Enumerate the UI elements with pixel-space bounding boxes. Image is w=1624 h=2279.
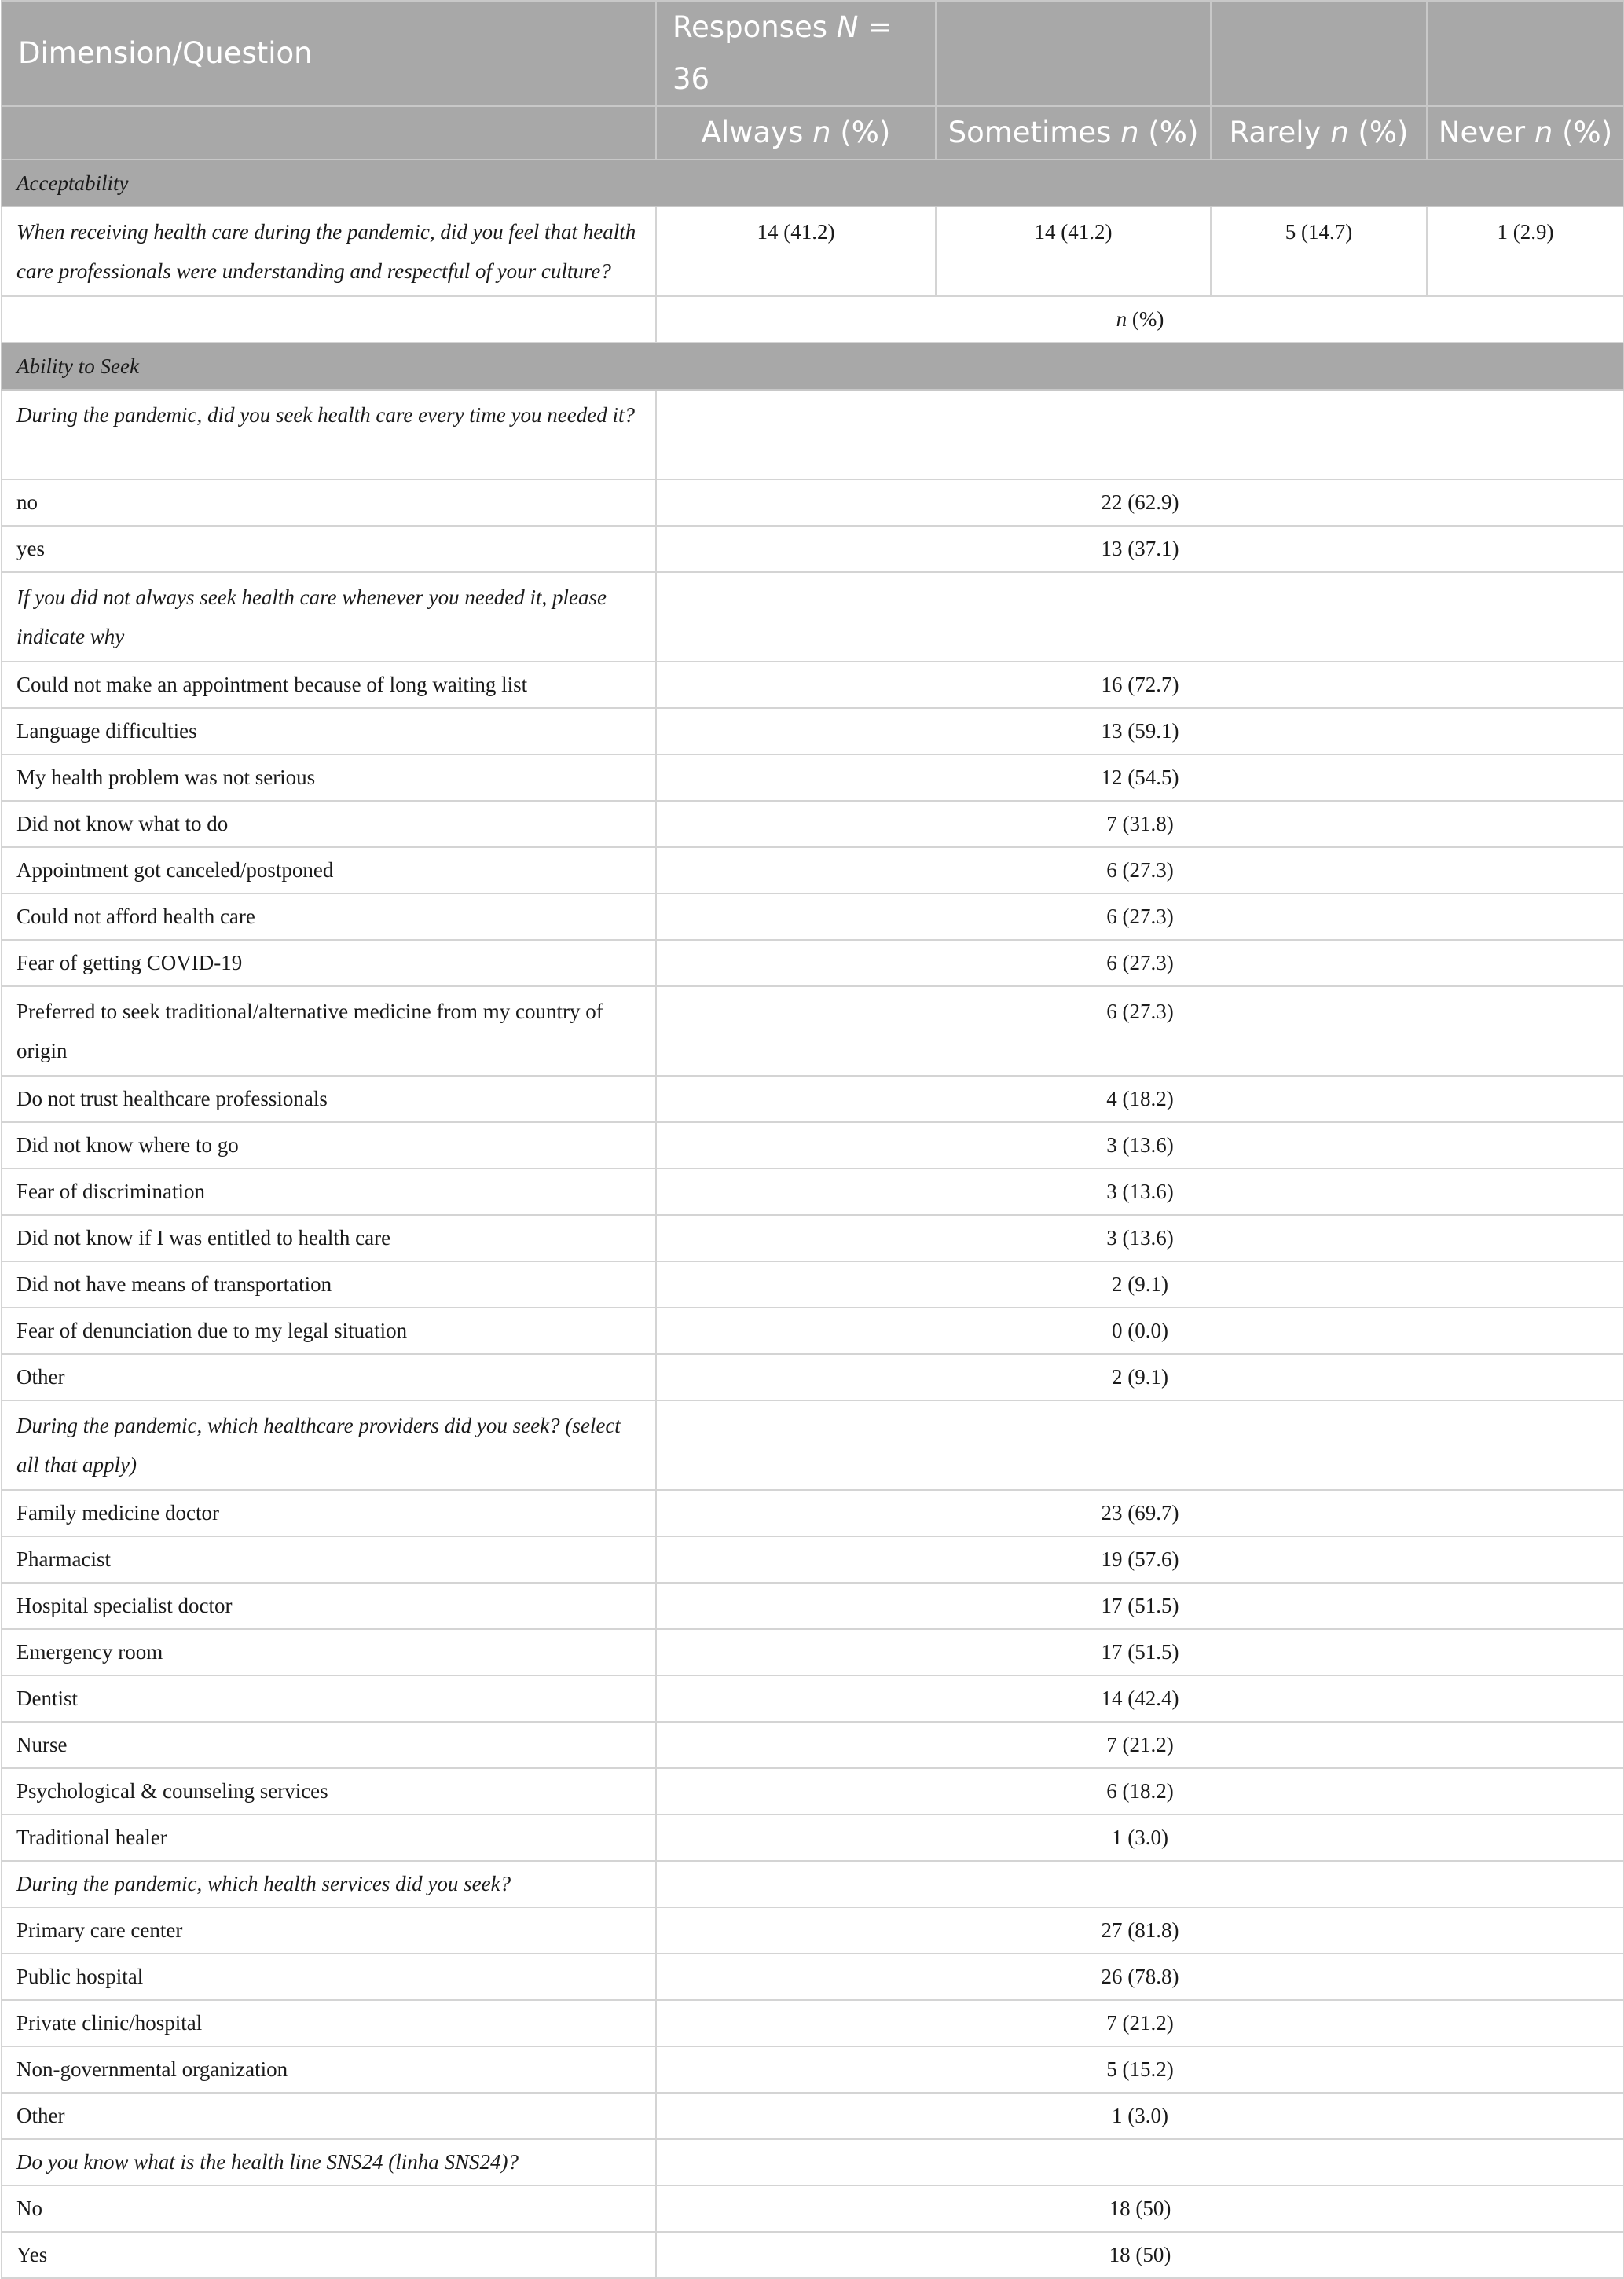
table-row	[2, 1169, 1624, 1215]
table-row	[2, 1768, 1624, 1815]
row-label: Pharmacist	[2, 1536, 656, 1583]
row-value: 1 (3.0)	[656, 1815, 1624, 1861]
row-value: 6 (27.3)	[656, 847, 1624, 894]
question-label: When receiving health care during the pandemic, did you feel that health care professionals were understanding and respectful of your culture?	[2, 207, 656, 296]
question-label: During the pandemic, which healthcare providers did you seek? (select all that apply)	[2, 1400, 656, 1490]
table-row	[2, 1722, 1624, 1768]
row-label: Psychological & counseling services	[2, 1768, 656, 1815]
row-label: Primary care center	[2, 1907, 656, 1954]
row-value: 7 (31.8)	[656, 801, 1624, 847]
row-label: Did not know if I was entitled to health care	[2, 1215, 656, 1261]
row-value: 14 (42.4)	[656, 1675, 1624, 1722]
table-body	[2, 160, 1624, 2278]
row-label: yes	[2, 526, 656, 572]
table-row	[2, 1308, 1624, 1354]
question-row	[2, 1400, 1624, 1490]
question-row	[2, 2139, 1624, 2185]
row-value: 3 (13.6)	[656, 1215, 1624, 1261]
table-row	[2, 207, 1624, 296]
row-value: 18 (50)	[656, 2232, 1624, 2278]
row-label: No	[2, 2185, 656, 2232]
row-value: 18 (50)	[656, 2185, 1624, 2232]
table-row	[2, 1907, 1624, 1954]
table-row	[2, 1536, 1624, 1583]
row-label: My health problem was not serious	[2, 754, 656, 801]
row-value: 2 (9.1)	[656, 1354, 1624, 1400]
row-value: 3 (13.6)	[656, 1122, 1624, 1169]
row-label: Fear of denunciation due to my legal situation	[2, 1308, 656, 1354]
table-row	[2, 1629, 1624, 1675]
row-value: 12 (54.5)	[656, 754, 1624, 801]
table-row	[2, 1583, 1624, 1629]
n-percent-label: n (%)	[656, 296, 1624, 343]
row-value: 19 (57.6)	[656, 1536, 1624, 1583]
question-label: If you did not always seek health care whenever you needed it, please indicate why	[2, 572, 656, 662]
table-row	[2, 894, 1624, 940]
question-label: During the pandemic, did you seek health care every time you needed it?	[2, 390, 656, 479]
table-row	[2, 801, 1624, 847]
row-value: 4 (18.2)	[656, 1076, 1624, 1122]
row-value: 13 (37.1)	[656, 526, 1624, 572]
table-row	[2, 479, 1624, 526]
table-row	[2, 847, 1624, 894]
section-row-ability-to-seek	[2, 343, 1624, 390]
table-row	[2, 1675, 1624, 1722]
row-value: 1 (3.0)	[656, 2093, 1624, 2139]
cell-rarely: 5 (14.7)	[1211, 207, 1427, 296]
header-rarely: Rarely n (%)	[1211, 106, 1427, 160]
row-value: 7 (21.2)	[656, 2000, 1624, 2046]
table-row	[2, 2185, 1624, 2232]
section-row-acceptability	[2, 160, 1624, 207]
row-value: 6 (27.3)	[656, 940, 1624, 986]
row-label: no	[2, 479, 656, 526]
row-value: 6 (18.2)	[656, 1768, 1624, 1815]
row-value	[656, 390, 1624, 479]
table-row	[2, 662, 1624, 708]
table-row	[2, 754, 1624, 801]
cell-never: 1 (2.9)	[1427, 207, 1624, 296]
row-value: 6 (27.3)	[656, 894, 1624, 940]
row-label: Other	[2, 2093, 656, 2139]
table-row	[2, 1815, 1624, 1861]
table-row	[2, 2232, 1624, 2278]
question-label: Do you know what is the health line SNS24 (linha SNS24)?	[2, 2139, 656, 2185]
row-value	[656, 1400, 1624, 1490]
table-header	[2, 1, 1624, 160]
row-label: Emergency room	[2, 1629, 656, 1675]
header-sometimes: Sometimes n (%)	[936, 106, 1211, 160]
row-value: 5 (15.2)	[656, 2046, 1624, 2093]
row-label: Other	[2, 1354, 656, 1400]
row-value: 22 (62.9)	[656, 479, 1624, 526]
header-empty-3	[1427, 1, 1624, 106]
header-empty-1	[936, 1, 1211, 106]
row-value: 16 (72.7)	[656, 662, 1624, 708]
results-table	[1, 0, 1624, 2279]
row-value: 2 (9.1)	[656, 1261, 1624, 1308]
section-title: Acceptability	[2, 160, 1624, 207]
empty-cell	[2, 296, 656, 343]
table-row	[2, 1490, 1624, 1536]
row-value: 7 (21.2)	[656, 1722, 1624, 1768]
row-value: 27 (81.8)	[656, 1907, 1624, 1954]
cell-always: 14 (41.2)	[656, 207, 936, 296]
question-row	[2, 1861, 1624, 1907]
row-value	[656, 572, 1624, 662]
header-empty-2	[1211, 1, 1427, 106]
row-label: Fear of getting COVID-19	[2, 940, 656, 986]
table-row	[2, 986, 1624, 1076]
row-value	[656, 1861, 1624, 1907]
row-label: Public hospital	[2, 1954, 656, 2000]
row-label: Preferred to seek traditional/alternative medicine from my country of origin	[2, 986, 656, 1076]
row-label: Could not make an appointment because of long waiting list	[2, 662, 656, 708]
cell-sometimes: 14 (41.2)	[936, 207, 1211, 296]
row-value: 13 (59.1)	[656, 708, 1624, 754]
row-label: Private clinic/hospital	[2, 2000, 656, 2046]
table-row	[2, 1076, 1624, 1122]
row-label: Yes	[2, 2232, 656, 2278]
n-percent-label-row	[2, 296, 1624, 343]
row-value: 23 (69.7)	[656, 1490, 1624, 1536]
row-label: Nurse	[2, 1722, 656, 1768]
section-title: Ability to Seek	[2, 343, 1624, 390]
row-value: 17 (51.5)	[656, 1583, 1624, 1629]
table-row	[2, 526, 1624, 572]
table-row	[2, 1354, 1624, 1400]
row-label: Language difficulties	[2, 708, 656, 754]
header-row-2	[2, 106, 1624, 160]
table-row	[2, 1122, 1624, 1169]
row-label: Dentist	[2, 1675, 656, 1722]
header-never: Never n (%)	[1427, 106, 1624, 160]
row-value: 0 (0.0)	[656, 1308, 1624, 1354]
header-empty-0	[2, 106, 656, 160]
row-value	[656, 2139, 1624, 2185]
header-dimension-question: Dimension/Question	[2, 1, 656, 106]
table-row	[2, 1261, 1624, 1308]
row-label: Did not have means of transportation	[2, 1261, 656, 1308]
row-label: Family medicine doctor	[2, 1490, 656, 1536]
row-label: Hospital specialist doctor	[2, 1583, 656, 1629]
row-value: 26 (78.8)	[656, 1954, 1624, 2000]
question-label: During the pandemic, which health services did you seek?	[2, 1861, 656, 1907]
question-row	[2, 390, 1624, 479]
table-row	[2, 2046, 1624, 2093]
table-row	[2, 708, 1624, 754]
header-always: Always n (%)	[656, 106, 936, 160]
row-label: Appointment got canceled/postponed	[2, 847, 656, 894]
table-row	[2, 1215, 1624, 1261]
row-label: Non-governmental organization	[2, 2046, 656, 2093]
table-row	[2, 2093, 1624, 2139]
table-row	[2, 2000, 1624, 2046]
row-label: Do not trust healthcare professionals	[2, 1076, 656, 1122]
row-label: Fear of discrimination	[2, 1169, 656, 1215]
row-value: 3 (13.6)	[656, 1169, 1624, 1215]
header-responses: Responses N = 36	[656, 1, 936, 106]
row-value: 17 (51.5)	[656, 1629, 1624, 1675]
question-row	[2, 572, 1624, 662]
header-row-1	[2, 1, 1624, 106]
row-value: 6 (27.3)	[656, 986, 1624, 1076]
row-label: Traditional healer	[2, 1815, 656, 1861]
table-row	[2, 940, 1624, 986]
table-row	[2, 1954, 1624, 2000]
row-label: Did not know where to go	[2, 1122, 656, 1169]
row-label: Could not afford health care	[2, 894, 656, 940]
row-label: Did not know what to do	[2, 801, 656, 847]
